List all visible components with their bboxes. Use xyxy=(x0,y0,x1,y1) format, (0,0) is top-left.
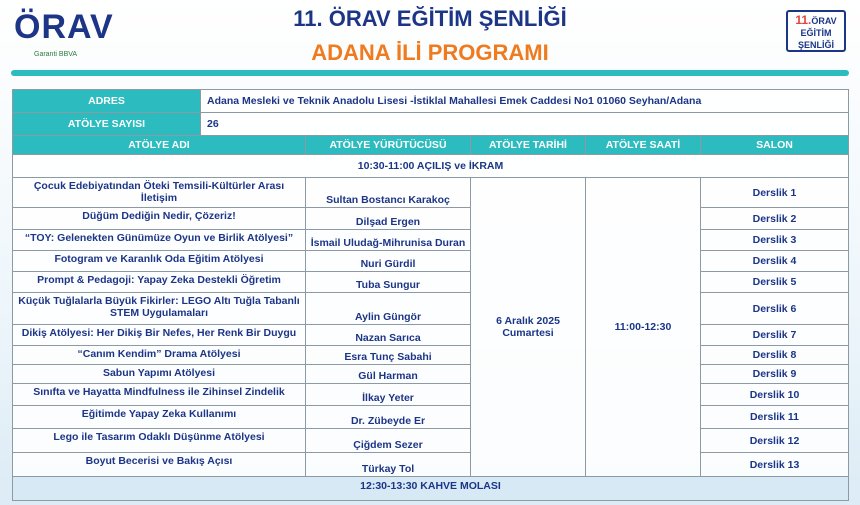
workshop-room: Derslik 2 xyxy=(701,208,849,230)
workshop-room: Derslik 3 xyxy=(701,230,849,251)
workshop-room: Derslik 1 xyxy=(701,178,849,208)
workshop-date: 6 Aralık 2025 Cumartesi xyxy=(471,178,586,477)
table-row xyxy=(13,429,849,453)
column-header-time: ATÖLYE SAATİ xyxy=(586,136,701,155)
festival-badge-logo: 11.ÖRAV EĞİTİM ŞENLİĞİ xyxy=(786,10,846,52)
table-row xyxy=(13,293,849,325)
workshop-name: Fotogram ve Karanlık Oda Eğitim Atölyesi xyxy=(13,251,306,272)
workshop-room: Derslik 12 xyxy=(701,429,849,453)
workshop-room: Derslik 10 xyxy=(701,384,849,406)
workshop-name: Sabun Yapımı Atölyesi xyxy=(13,365,306,384)
address-value: Adana Mesleki ve Teknik Anadolu Lisesi -İstiklal Mahallesi Emek Caddesi No1 01060 Seyhan/Adana xyxy=(201,90,849,113)
divider xyxy=(11,70,849,76)
table-row xyxy=(13,251,849,272)
workshop-room: Derslik 4 xyxy=(701,251,849,272)
workshop-name: Çocuk Edebiyatından Öteki Temsili-Kültürler Arası İletişim xyxy=(13,178,306,208)
workshop-leader: Tuba Sungur xyxy=(306,272,471,293)
table-row xyxy=(13,406,849,429)
page-title: 11. ÖRAV EĞİTİM ŞENLİĞİ xyxy=(293,6,567,31)
workshop-leader: Türkay Tol xyxy=(306,453,471,477)
workshop-room: Derslik 5 xyxy=(701,272,849,293)
workshop-room: Derslik 13 xyxy=(701,453,849,477)
workshop-room: Derslik 7 xyxy=(701,325,849,346)
workshop-time: 11:00-12:30 xyxy=(586,178,701,477)
workshop-leader: Dilşad Ergen xyxy=(306,208,471,230)
workshop-leader: İlkay Yeter xyxy=(306,384,471,406)
table-row xyxy=(13,178,849,208)
workshop-room: Derslik 9 xyxy=(701,365,849,384)
column-header-name: ATÖLYE ADI xyxy=(13,136,306,155)
table-row xyxy=(13,325,849,346)
workshop-name: “TOY: Gelenekten Günümüze Oyun ve Birlik Atölyesi” xyxy=(13,230,306,251)
workshop-leader: Sultan Bostancı Karakoç xyxy=(306,178,471,208)
workshop-leader: Dr. Zübeyde Er xyxy=(306,406,471,429)
page-title-block xyxy=(0,6,860,66)
sponsor-logo: Garanti BBVA xyxy=(34,51,78,58)
workshop-name: Dikiş Atölyesi: Her Dikiş Bir Nefes, Her Renk Bir Duygu xyxy=(13,325,306,346)
workshop-name: Düğüm Dediğin Nedir, Çözeriz! xyxy=(13,208,306,230)
break-row: 12:30-13:30 KAHVE MOLASI xyxy=(13,477,849,501)
workshop-room: Derslik 11 xyxy=(701,406,849,429)
workshop-leader: Gül Harman xyxy=(306,365,471,384)
workshop-name: Sınıfta ve Hayatta Mindfulness ile Zihinsel Zindelik xyxy=(13,384,306,406)
workshop-room: Derslik 8 xyxy=(701,346,849,365)
workshop-name: Eğitimde Yapay Zeka Kullanımı xyxy=(13,406,306,429)
workshop-room: Derslik 6 xyxy=(701,293,849,325)
address-label: ADRES xyxy=(13,90,201,113)
table-row xyxy=(13,453,849,477)
workshop-leader: Çiğdem Sezer xyxy=(306,429,471,453)
workshop-name: “Canım Kendim” Drama Atölyesi xyxy=(13,346,306,365)
table-row xyxy=(13,384,849,406)
workshop-name: Prompt & Pedagoji: Yapay Zeka Destekli Öğretim xyxy=(13,272,306,293)
workshop-leader: Nuri Gürdil xyxy=(306,251,471,272)
column-header-person: ATÖLYE YÜRÜTÜCÜSÜ xyxy=(306,136,471,155)
column-header-date: ATÖLYE TARİHİ xyxy=(471,136,586,155)
table-row xyxy=(13,208,849,230)
workshop-count-value: 26 xyxy=(201,113,849,136)
table-row xyxy=(13,365,849,384)
workshop-leader: Nazan Sarıca xyxy=(306,325,471,346)
workshop-name: Küçük Tuğlalarla Büyük Fikirler: LEGO Altı Tuğla Tabanlı STEM Uygulamaları xyxy=(13,293,306,325)
table-row xyxy=(13,346,849,365)
table-row xyxy=(13,230,849,251)
opening-row: 10:30-11:00 AÇILIŞ ve İKRAM xyxy=(13,155,849,178)
program-table xyxy=(12,89,849,501)
page-subtitle: ADANA İLİ PROGRAMI xyxy=(311,40,549,65)
workshop-leader: Aylin Güngör xyxy=(306,293,471,325)
workshop-leader: Esra Tunç Sabahi xyxy=(306,346,471,365)
workshop-count-label: ATÖLYE SAYISI xyxy=(13,113,201,136)
workshop-name: Boyut Becerisi ve Bakış Açısı xyxy=(13,453,306,477)
workshop-leader: İsmail Uludağ-Mihrunisa Duran xyxy=(306,230,471,251)
workshop-name: Lego ile Tasarım Odaklı Düşünme Atölyesi xyxy=(13,429,306,453)
column-header-room: SALON xyxy=(701,136,849,155)
logo-text: ÖRAV xyxy=(14,8,114,46)
table-row xyxy=(13,272,849,293)
